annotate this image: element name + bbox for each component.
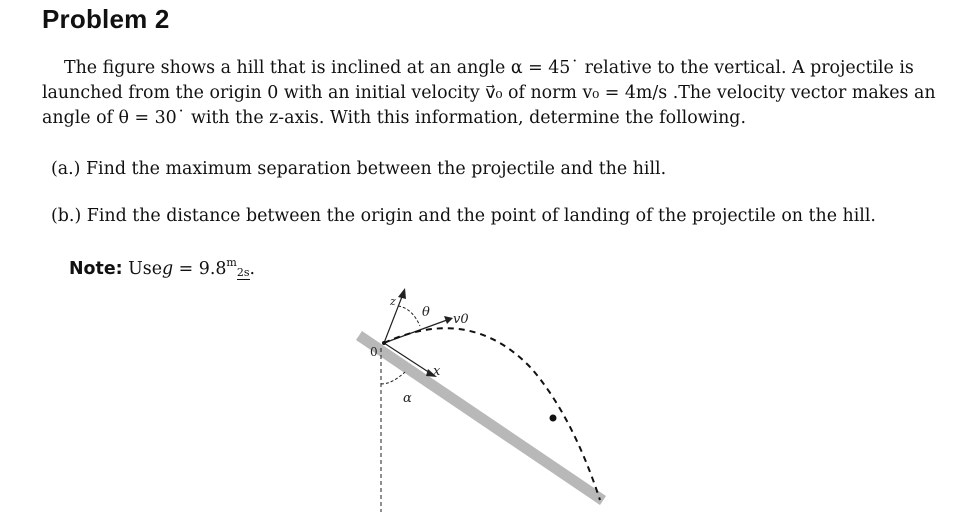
unit-numerator: m xyxy=(226,256,237,269)
label-z: z xyxy=(390,295,396,308)
label-x: x xyxy=(433,364,441,379)
g-value: = 9.8 xyxy=(178,259,227,279)
statement-line-3: angle of θ = 30˙ with the z-axis. With this information, determine the following. xyxy=(42,108,746,128)
question-a: (a.) Find the maximum separation between the projectile and the hill. xyxy=(51,159,667,179)
problem-title: Problem 2 xyxy=(42,4,170,34)
alpha-arc xyxy=(381,372,405,384)
note-prefix: Use xyxy=(128,259,162,279)
note-label: Note: xyxy=(69,259,123,279)
question-b: (b.) Find the distance between the origin and the point of landing of the projectile on the hill. xyxy=(51,206,876,226)
note-end: . xyxy=(249,259,256,279)
g-symbol: g xyxy=(161,259,174,279)
label-alpha: α xyxy=(403,391,412,406)
unit-denominator: 2s xyxy=(236,266,250,279)
label-theta: θ xyxy=(422,305,430,320)
hill-incline xyxy=(356,331,606,505)
projectile-dot xyxy=(550,415,557,422)
label-origin: 0 xyxy=(370,345,378,359)
theta-arc xyxy=(398,306,420,326)
label-v0: v0 xyxy=(453,312,469,327)
statement-line-2: launched from the origin 0 with an initial velocity v⃗₀ of norm v₀ = 4m/s .The velocity vector makes an xyxy=(42,83,936,103)
origin-dot xyxy=(382,341,386,345)
statement-line-1: The figure shows a hill that is inclined at an angle α = 45˙ relative to the vertical. A projectile is xyxy=(64,58,914,78)
z-axis-arrowhead xyxy=(398,288,406,299)
